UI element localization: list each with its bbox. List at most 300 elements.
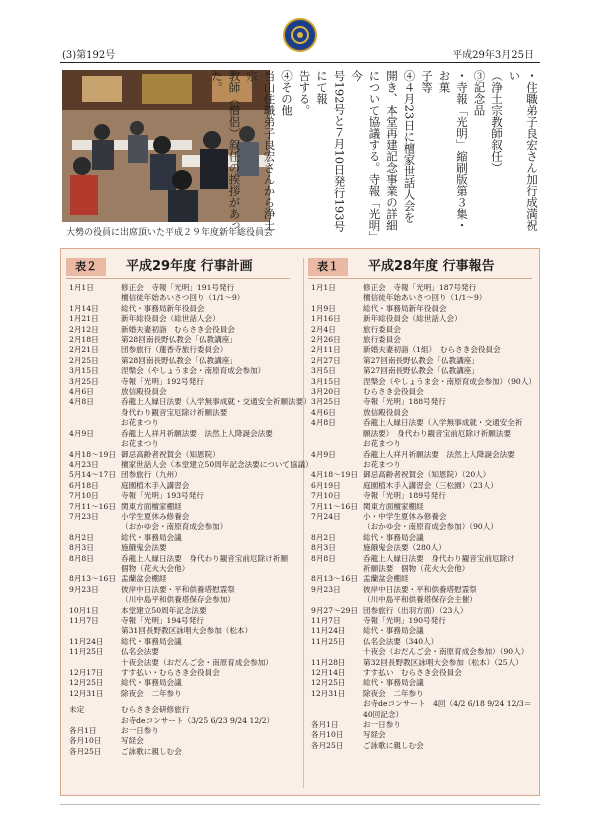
table-row xyxy=(308,460,532,470)
table-row xyxy=(66,429,290,439)
event-description: 寺報「光明」189号発行 xyxy=(363,491,446,501)
table-row xyxy=(66,736,290,746)
event-date: 12月31日 xyxy=(311,688,346,698)
event-description: 新婚夫妻初詣 むらさき会役員会 xyxy=(121,324,235,334)
table-row xyxy=(308,533,532,543)
table-row xyxy=(66,522,290,532)
article-line: について協議する。寺報「光明」今 xyxy=(350,70,382,237)
column-divider xyxy=(303,258,304,788)
event-date: 各月1日 xyxy=(69,726,97,736)
table-row xyxy=(308,647,532,657)
event-date: 4月6日 xyxy=(69,387,94,397)
event-date xyxy=(308,439,363,449)
event-date xyxy=(308,595,363,605)
event-date: 1月21日 xyxy=(69,314,99,324)
table-row xyxy=(66,637,290,647)
event-date xyxy=(308,699,363,709)
event-description: 団参旅行（九州） xyxy=(121,470,182,480)
table-row xyxy=(66,512,290,522)
event-date: 12月14日 xyxy=(311,668,346,678)
event-description: 庭園植木手入講習会 xyxy=(121,480,190,490)
article-line: 号192号と７月10日発行193号にて報 xyxy=(315,70,347,233)
table-row xyxy=(308,376,536,387)
table-row xyxy=(308,502,532,512)
plan-rows xyxy=(66,283,313,757)
event-description: 十夜会法要（おだんご会・南原育成会参加） xyxy=(121,657,273,667)
table-row xyxy=(66,366,290,376)
event-description: 第32回長野教区詠唱大会参加（松本）（25人） xyxy=(363,657,523,667)
event-description: 除夜会 二年参り xyxy=(363,688,424,698)
table-row xyxy=(308,450,532,460)
event-description: 総代・事務局会議 xyxy=(121,532,182,542)
event-date xyxy=(66,716,121,726)
event-description: 涅槃会（やしょうま会・南原育成会参加） xyxy=(121,366,266,376)
event-description: お花まつり xyxy=(121,439,159,449)
article-line: （浄土宗教師叙任） xyxy=(490,70,504,174)
event-description: 総代・事務局新年役員会 xyxy=(121,303,205,313)
footer-rule xyxy=(60,804,540,805)
event-description: 呑龍上人縁日法要（入学無事成就・交通安全祈 xyxy=(363,418,523,428)
article-line: ・住職弟子良宏さん加行成満祝い xyxy=(507,70,539,231)
report-title: 平成28年度 行事報告 xyxy=(368,259,495,274)
event-description: 写経会 xyxy=(363,730,386,740)
table-row xyxy=(66,491,290,501)
event-date xyxy=(308,564,363,574)
event-description: むらさき会研修旅行 xyxy=(121,705,190,715)
table-row xyxy=(308,512,532,522)
table-row xyxy=(66,481,290,491)
report-header xyxy=(308,258,532,279)
event-date: 7月11〜16日 xyxy=(69,501,116,511)
table-row xyxy=(308,293,532,303)
event-description: （川中島平和供養塔保存会参加） xyxy=(121,595,235,605)
table-row xyxy=(66,418,290,428)
event-description: 彼岸中日法要・平和供養塔慰霊祭 xyxy=(121,584,235,594)
event-description: 身代わり観音宝厄除け祈願法要 xyxy=(121,407,228,417)
event-description: 檀信徒年始あいさつ回り（1/1〜9） xyxy=(121,293,245,303)
event-description: 仏名会法要（340人） xyxy=(363,636,439,646)
event-date xyxy=(66,595,121,605)
event-description: 御忌高齢者祝賀会（知恩院） xyxy=(121,449,220,459)
event-description: 写経会 xyxy=(121,736,144,746)
table-row xyxy=(308,616,532,626)
event-description: 総代・事務局会議 xyxy=(121,678,182,688)
event-description: 寺報「光明」193号発行 xyxy=(121,491,204,501)
article-line: 教師（僧侶）叙任の挨拶があった。 xyxy=(210,70,242,231)
article-line: ④その他 xyxy=(280,70,294,116)
event-description: 仏名会法要 xyxy=(121,647,159,657)
table-row xyxy=(308,439,532,449)
table-row xyxy=(66,408,290,418)
event-date: 4月18〜19日 xyxy=(69,449,116,459)
event-date: 4月23日 xyxy=(69,459,99,469)
table-row xyxy=(66,705,290,715)
table-row xyxy=(308,668,532,678)
table-row xyxy=(66,658,290,668)
event-date: 未定 xyxy=(69,705,85,715)
table-row xyxy=(308,366,532,376)
event-description: 寺報「光明」190号発行 xyxy=(363,616,446,625)
table-row xyxy=(66,564,290,574)
article-line: 子等 xyxy=(420,70,434,93)
event-date: 3月15日 xyxy=(69,366,99,376)
table-row xyxy=(308,595,532,605)
event-description: 盂蘭盆会棚経 xyxy=(363,574,409,584)
event-date: 1月9日 xyxy=(311,303,336,313)
event-date: 1月1日 xyxy=(69,283,94,292)
event-description: 呑龍上人祥月祈願法要 法然上人降誕会法要 xyxy=(121,428,273,438)
table-row xyxy=(66,689,290,699)
event-date: 12月31日 xyxy=(69,688,104,698)
event-date: 8月13〜16日 xyxy=(311,574,358,584)
event-date: 7月11〜16日 xyxy=(311,501,358,511)
table-row xyxy=(308,710,532,720)
event-description: ご詠歌に親しむ会 xyxy=(363,740,424,750)
event-date: 11月7日 xyxy=(69,616,99,625)
event-description: 第28回南長野仏教会「仏教講座」 xyxy=(121,355,237,365)
table-row xyxy=(308,345,532,355)
event-date: 8月3日 xyxy=(311,543,336,553)
event-date: 12月25日 xyxy=(311,678,346,688)
table-row xyxy=(66,387,290,397)
event-description: 小・中学生夏休み修養会 xyxy=(363,511,447,521)
event-description: お一日参り xyxy=(363,720,401,730)
table-row xyxy=(308,491,532,501)
event-date: 3月20日 xyxy=(311,387,341,397)
event-date: 8月2日 xyxy=(69,532,94,542)
event-description: 修正会 寺報「光明」187号発行 xyxy=(363,283,477,292)
event-description: 40回記念） xyxy=(363,709,404,719)
event-description: 呑龍上人縁日法要（入学無事成就・交通安全祈願法要） xyxy=(121,397,311,407)
event-description: 檀家世話人会（本堂建立50周年記念法要について協議） xyxy=(121,459,313,469)
event-description: お花まつり xyxy=(121,418,159,428)
event-date: 1月1日 xyxy=(311,283,336,292)
event-date: 各月25日 xyxy=(311,740,344,750)
event-description: 御忌高齢者祝賀会（知恩院）（20人） xyxy=(363,470,491,480)
event-description: 第31回長野教区詠唱大会参加（松本） xyxy=(121,626,253,636)
table-row xyxy=(308,720,532,730)
photo-caption: 大勢の役員に出席頂いた平成２９年度新年総役員会 xyxy=(66,228,274,238)
table-row xyxy=(66,533,290,543)
table-row xyxy=(66,595,290,605)
table-row xyxy=(66,450,290,460)
table-row xyxy=(66,345,290,355)
issue-date: 平成29年3月25日 xyxy=(452,50,534,61)
event-description: 総代・事務局会議 xyxy=(121,636,182,646)
event-date: 1月16日 xyxy=(311,314,341,324)
event-date xyxy=(308,522,363,532)
report-table xyxy=(308,258,536,751)
event-date: 4月9日 xyxy=(69,428,94,438)
table-row xyxy=(66,554,290,564)
plan-title: 平成29年度 行事計画 xyxy=(126,259,253,274)
event-description: 呑龍上人縁日法要 身代わり観音宝前厄除け xyxy=(363,553,515,563)
event-date: 11月24日 xyxy=(69,636,104,646)
event-date xyxy=(66,408,121,418)
event-description: （おかゆ会・南原育成会参加） xyxy=(121,522,228,532)
event-description: すす払い・むらさき会役員会 xyxy=(121,668,220,678)
event-date: 6月18日 xyxy=(69,480,99,490)
table-row xyxy=(308,606,532,616)
table-row xyxy=(308,304,532,314)
event-description: 放信殿役員会 xyxy=(121,387,167,397)
event-description: （川中島平和供養塔保存会主催） xyxy=(363,595,477,605)
table-row xyxy=(66,678,290,688)
event-date: 10月1日 xyxy=(69,605,99,615)
table-row xyxy=(308,543,532,553)
event-date: 4月8日 xyxy=(311,418,336,428)
event-date: 各月10日 xyxy=(311,730,344,740)
table-row xyxy=(66,543,290,553)
event-date: 2月25日 xyxy=(69,355,99,365)
event-date: 5月14〜17日 xyxy=(69,470,116,480)
event-description: 第27回南長野仏教会「仏教講座」 xyxy=(363,366,479,376)
event-description: 新年総役員会（総世話人会） xyxy=(363,314,462,324)
table-row xyxy=(308,325,532,335)
event-date: 11月25日 xyxy=(69,647,104,657)
event-date: 12月17日 xyxy=(69,668,104,678)
event-date: 各月10日 xyxy=(69,736,102,746)
event-date: 各月25日 xyxy=(69,746,102,756)
event-date: 7月23日 xyxy=(69,511,99,521)
event-date: 2月4日 xyxy=(311,324,336,334)
table-row xyxy=(308,387,532,397)
article-line: ③記念品 xyxy=(472,70,487,116)
event-description: 総代・事務局会議 xyxy=(363,532,424,542)
event-description: 十夜会（おだんご会・南原育成会参加）（90人） xyxy=(363,647,529,657)
table-row xyxy=(66,293,290,303)
table-row xyxy=(308,741,532,751)
table-row xyxy=(308,418,532,428)
table-row xyxy=(308,699,532,709)
event-date xyxy=(66,418,121,428)
event-date: 4月6日 xyxy=(311,407,336,417)
event-date: 6月19日 xyxy=(311,480,341,490)
event-description: 涅槃会（やしょうま会・南原育成会参加）（90人） xyxy=(363,376,536,386)
table-row xyxy=(66,335,290,345)
article-line: 当山住職弟子良宏さんから浄土宗 xyxy=(245,70,277,231)
event-description: すす払い むらさき会役員会 xyxy=(363,668,462,678)
event-date xyxy=(308,647,363,657)
event-date xyxy=(308,460,363,470)
event-description: 小学生夏休み修養会 xyxy=(121,511,190,521)
event-date: 12月25日 xyxy=(69,678,104,688)
event-description: 庭園植木手入講習会（三松園）（23人） xyxy=(363,480,498,490)
table-row xyxy=(66,716,290,726)
event-description: 修正会 寺報「光明」191号発行 xyxy=(121,283,235,292)
event-description: 寺報「光明」192号発行 xyxy=(121,376,204,386)
event-description: 盂蘭盆会棚経 xyxy=(121,574,167,584)
article-line: 告する。 xyxy=(297,70,312,116)
event-description: 団参旅行（蓮香寺旅行委員会） xyxy=(121,345,228,355)
event-description: 除夜会 二年参り xyxy=(121,688,182,698)
event-description: 彼岸中日法要・平和供養塔慰霊祭 xyxy=(363,584,477,594)
article-line: ④４月23日に檀家世話人会を xyxy=(402,70,417,223)
table-row xyxy=(308,470,532,480)
event-date: 7月24日 xyxy=(311,511,341,521)
emblem-center xyxy=(297,32,303,38)
table-row xyxy=(66,616,290,626)
table-row xyxy=(66,439,290,449)
event-date: 4月9日 xyxy=(311,449,336,459)
event-date: 11月24日 xyxy=(311,626,346,636)
event-date: 4月8日 xyxy=(69,397,94,407)
table-row xyxy=(66,470,290,480)
event-date: 各月1日 xyxy=(311,720,339,730)
event-date: 2月11日 xyxy=(311,345,341,355)
table-row xyxy=(308,314,532,324)
event-description: 関東方面檀家棚経 xyxy=(363,501,424,511)
event-description: （おかゆ会・南原育成会参加）（90人） xyxy=(363,522,498,532)
table-row xyxy=(66,574,290,584)
table-row xyxy=(308,481,532,491)
event-date: 3月5日 xyxy=(311,366,336,376)
table-row xyxy=(66,377,290,387)
event-description: お寺deコンサート（3/25 6/23 9/24 12/2） xyxy=(121,715,275,725)
header-rule xyxy=(60,62,540,63)
table-row xyxy=(66,459,313,470)
plan-table xyxy=(66,258,313,757)
event-date: 3月25日 xyxy=(311,397,341,407)
event-date: 2月26日 xyxy=(311,335,341,345)
table-row xyxy=(66,356,290,366)
event-description: 個物（花火大会他） xyxy=(121,563,190,573)
table-row xyxy=(66,647,290,657)
event-description: お一日参り xyxy=(121,726,159,736)
event-date xyxy=(66,439,121,449)
event-description: 檀信徒年始あいさつ回り（1/1〜9） xyxy=(363,293,487,303)
table-row xyxy=(308,397,532,407)
event-date: 3月15日 xyxy=(311,376,341,386)
event-date xyxy=(308,293,363,303)
event-description: 施餓鬼会法要（280人） xyxy=(363,543,446,553)
event-description: お花まつり xyxy=(363,439,401,449)
table-row xyxy=(308,658,532,668)
plan-tag: 表２ xyxy=(66,258,106,276)
table-row xyxy=(66,397,311,407)
event-date: 4月18〜19日 xyxy=(311,470,358,480)
table-row xyxy=(66,304,290,314)
event-date: 2月18日 xyxy=(69,335,99,345)
table-row xyxy=(308,335,532,345)
table-row xyxy=(66,606,290,616)
table-row xyxy=(308,637,532,647)
event-date: 7月10日 xyxy=(311,491,341,501)
event-date xyxy=(66,658,121,668)
table-row xyxy=(308,429,532,439)
event-date: 11月25日 xyxy=(311,636,346,646)
event-description: お寺deコンサート 4回（4/2 6/18 9/24 12/3＝ xyxy=(363,699,532,709)
event-date: 11月28日 xyxy=(311,657,346,667)
event-date xyxy=(66,626,121,636)
event-description: 総代・事務局新年役員会 xyxy=(363,303,447,313)
event-description: 呑龍上人祥月祈願法要 法然上人降誕会法要 xyxy=(363,449,515,459)
event-date: 2月27日 xyxy=(311,355,341,365)
table-row xyxy=(308,522,532,532)
event-description: 関東方面檀家棚経 xyxy=(121,501,182,511)
plan-header xyxy=(66,258,290,279)
table-row xyxy=(66,626,290,636)
event-date: 8月13〜16日 xyxy=(69,574,116,584)
table-row xyxy=(66,668,290,678)
event-date: 9月23日 xyxy=(69,584,99,594)
event-description: 願法要） 身代わり観音宝前厄除け祈願法要 xyxy=(363,428,512,438)
event-date: 3月25日 xyxy=(69,376,99,386)
event-description: 新婚夫妻初詣（1組） むらさき会役員会 xyxy=(363,345,501,355)
table-row xyxy=(308,408,532,418)
event-description: 総代・事務局会議 xyxy=(363,678,424,688)
event-description: 旅行委員会 xyxy=(363,335,401,345)
event-date: 8月8日 xyxy=(311,553,336,563)
table-row xyxy=(308,689,532,699)
event-description: 放信殿役員会 xyxy=(363,407,409,417)
event-description: 本堂建立50周年記念法要 xyxy=(121,605,207,615)
event-date xyxy=(66,564,121,574)
event-description: 祈願法要 個物（花火大会他） xyxy=(363,563,470,573)
issue-number: (3)第192号 xyxy=(62,50,116,61)
table-row xyxy=(66,502,290,512)
table-row xyxy=(308,356,532,366)
table-row xyxy=(66,726,290,736)
event-date: 11月7日 xyxy=(311,616,341,625)
event-date xyxy=(308,710,363,720)
event-date: 8月3日 xyxy=(69,543,94,553)
event-description: ご詠歌に親しむ会 xyxy=(121,746,182,756)
event-date: 1月14日 xyxy=(69,303,99,313)
event-description: 寺報「光明」194号発行 xyxy=(121,616,204,625)
event-date: 9月27〜29日 xyxy=(311,605,358,615)
table-row xyxy=(308,564,532,574)
event-date: 2月21日 xyxy=(69,345,99,355)
table-row xyxy=(308,585,532,595)
table-row xyxy=(308,283,532,293)
article-line: ・寺報「光明」縮刷版第３集・お菓 xyxy=(437,70,469,231)
event-description: 団参旅行（出羽方面）（23人） xyxy=(363,605,468,615)
event-description: 寺報「光明」188号発行 xyxy=(363,397,446,407)
event-description: むらさき会役員会 xyxy=(363,387,424,397)
event-date xyxy=(66,293,121,303)
event-description: 旅行委員会 xyxy=(363,324,401,334)
table-row xyxy=(66,325,290,335)
event-description: 第28回南長野仏教会「仏教講座」 xyxy=(121,335,237,345)
event-description: 第27回南長野仏教会「仏教講座」 xyxy=(363,355,479,365)
event-description: 施餓鬼会法要 xyxy=(121,543,167,553)
article-text xyxy=(210,70,540,240)
event-date: 9月23日 xyxy=(311,584,341,594)
table-row xyxy=(66,585,290,595)
event-date: 2月12日 xyxy=(69,324,99,334)
table-row xyxy=(308,730,532,740)
article-line: 開き、本堂再建記念事業の詳細 xyxy=(385,70,399,231)
report-tag: 表１ xyxy=(308,258,348,276)
event-date: 8月2日 xyxy=(311,532,336,542)
event-date xyxy=(308,429,363,439)
temple-emblem-logo xyxy=(283,18,317,52)
table-row xyxy=(308,574,532,584)
table-row xyxy=(66,283,290,293)
event-description: お花まつり xyxy=(363,459,401,469)
event-description: 新年総役員会（総世話人会） xyxy=(121,314,220,324)
table-row xyxy=(66,314,290,324)
table-row xyxy=(308,554,532,564)
table-row xyxy=(308,626,532,636)
table-row xyxy=(66,747,290,757)
event-date: 7月10日 xyxy=(69,491,99,501)
event-date xyxy=(66,522,121,532)
report-rows xyxy=(308,283,536,751)
table-row xyxy=(308,678,532,688)
event-date: 8月8日 xyxy=(69,553,94,563)
